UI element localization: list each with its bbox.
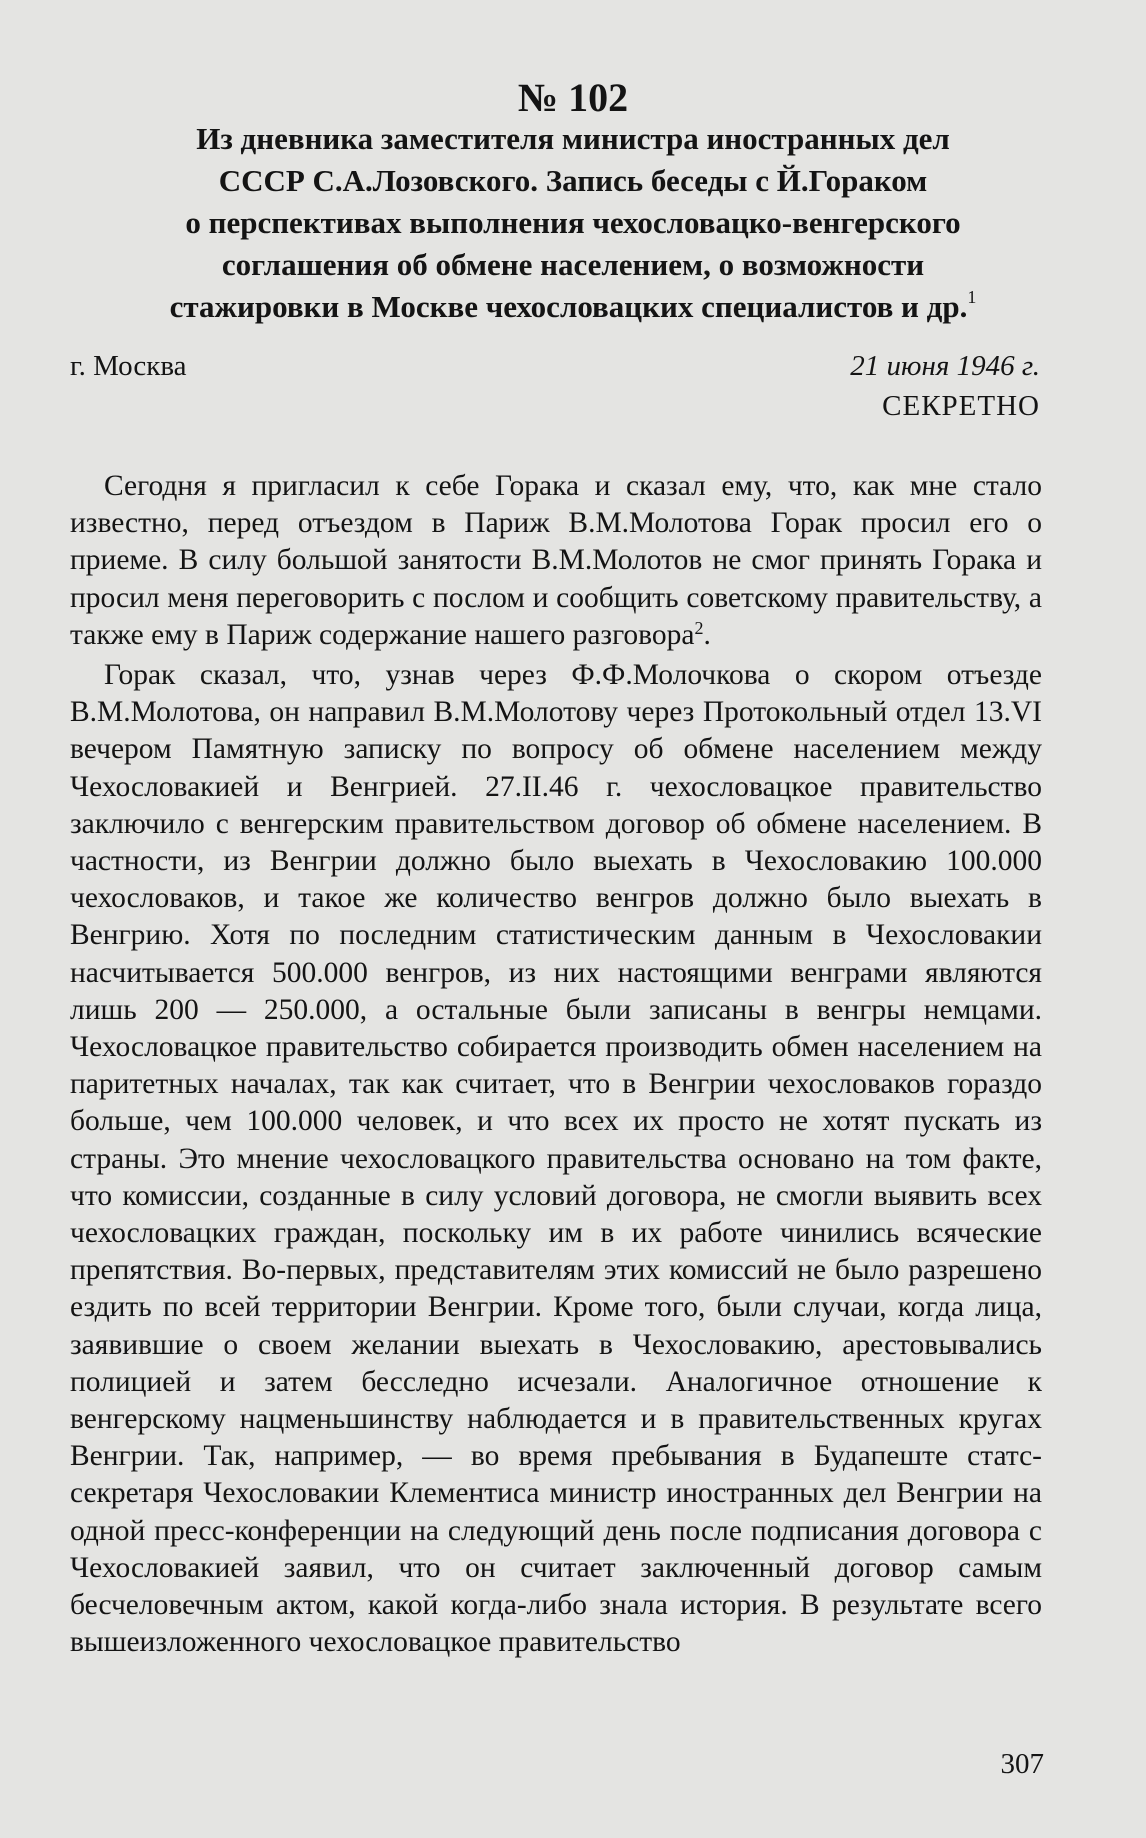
title-line: Из дневника заместителя министра иностранных дел [196, 121, 950, 156]
footnote-marker: 2 [694, 617, 704, 638]
place-of-writing: г. Москва [70, 350, 187, 382]
document-number: № 102 [517, 75, 629, 120]
document-title [0, 118, 1146, 332]
paragraph [70, 468, 1042, 657]
meta-row [70, 346, 1040, 386]
classification-stamp: СЕКРЕТНО [882, 390, 1040, 422]
document-date: 21 июня 1946 г. [850, 350, 1040, 382]
title-line: о перспективах выполнения чехословацко-венгерского [185, 205, 961, 240]
title-footnote-marker: 1 [967, 287, 977, 307]
title-line-text: стажировки в Москве чехословацких специалистов и др. [169, 289, 968, 324]
body-text [70, 468, 1042, 1662]
title-line: СССР С.А.Лозовского. Запись беседы с Й.Гораком [218, 163, 928, 198]
title-line: соглашения об обмене населением, о возможности [221, 247, 925, 282]
title-line-last [0, 286, 1146, 332]
paragraph: Горак сказал, что, узнав через Ф.Ф.Молочкова о скором отъезде В.М.Молотова, он направил В.М.Молотову через Протокольный отдел 13.VI вечером Памятную записку по вопросу об обмене населением между Чехословакией и Венгрией. 27.II.46 г. чехословацкое правительство заключило с венгерским правительством договор об обмене населением. В частности, из Венгрии должно было выехать в Чехословакию 100.000 чехословаков, и такое же количество венгров должно было выехать в Венгрию. Хотя по последним статистическим данным в Чехословакии насчитывается 500.000 венгров, из них настоящими венграми являются лишь 200 — 250.000, а остальные были записаны в венгры немцами. Чехословацкое правительство собирается производить обмен населением на паритетных началах, так как считает, что в Венгрии чехословаков гораздо больше, чем 100.000 человек, и что всех их просто не хотят пускать из страны. Это мнение чехословацкого правительства основано на том факте, что комиссии, созданные в силу условий договора, не смогли выявить всех чехословацких граждан, поскольку им в их работе чинились всяческие препятствия. Во-первых, представителям этих комиссий не было разрешено ездить по всей территории Венгрии. Кроме того, были случаи, когда лица, заявившие о своем желании выехать в Чехословакию, арестовывались полицией и затем бесследно исчезали. Аналогичное отношение к венгерскому нацменьшинству наблюдается и в правительственных кругах Венгрии. Так, например, — во время пребывания в Будапеште статс-секретаря Чехословакии Клементиса министр иностранных дел Венгрии на одной пресс-конференции на следующий день после подписания договора с Чехословакией заявил, что он считает заключенный договор самым бесчеловечным актом, какой когда-либо знала история. В результате всего вышеизложенного чехословацкое правительство [70, 659, 1042, 1659]
page-number: 307 [1000, 1748, 1044, 1780]
paragraph-end: . [703, 618, 711, 651]
paragraph-text: Сегодня я пригласил к себе Горака и сказал ему, что, как мне стало известно, перед отъездом в Париж В.М.Молотова Горак просил его о приеме. В силу большой занятости В.М.Молотов не смог принять Горака и просил меня переговорить с послом и сообщить советскому правительству, а также ему в Париж содержание нашего разговора [70, 470, 1042, 651]
